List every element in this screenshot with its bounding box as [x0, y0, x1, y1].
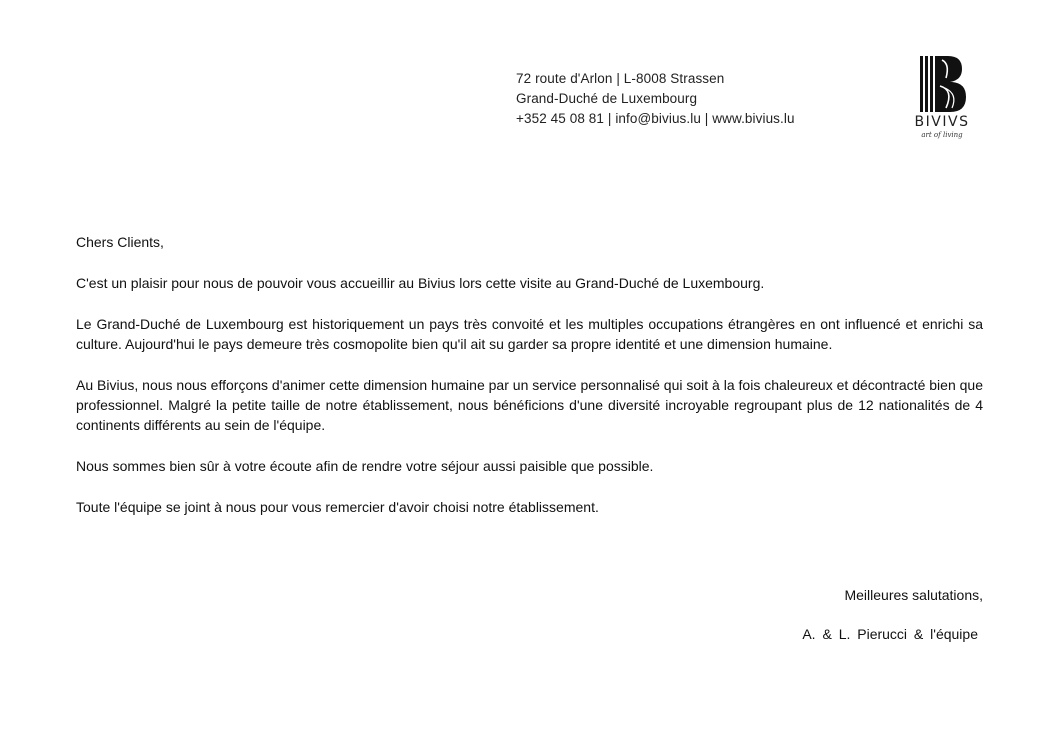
letter-signature: A. & L. Pierucci & l'équipe — [802, 626, 978, 642]
letter-paragraph: C'est un plaisir pour nous de pouvoir vous accueillir au Bivius lors cette visite au Grand-Duché de Luxembourg. — [76, 275, 765, 291]
address-line-country: Grand-Duché de Luxembourg — [516, 91, 698, 106]
letter-paragraph: Le Grand-Duché de Luxembourg est historiquement un pays très convoité et les multiples occupations étrangères en ont influencé et enrichi sa culture. Aujourd'hui le pays demeure très cosmopolite bien qu'il ait su garder sa propre identité et une dimension humaine. — [76, 316, 983, 352]
contact-line: +352 45 08 81 | info@bivius.lu | www.bivius.lu — [516, 111, 795, 126]
letter-closing: Meilleures salutations, — [844, 587, 983, 603]
letter-greeting: Chers Clients, — [76, 234, 164, 250]
letter-paragraph: Nous sommes bien sûr à votre écoute afin de rendre votre séjour aussi paisible que possible. — [76, 458, 654, 474]
header-address — [516, 69, 795, 129]
address-line-street: 72 route d'Arlon | L-8008 Strassen — [516, 71, 725, 86]
logo-wordmark: BIVIVS — [914, 114, 970, 130]
logo-tagline: art of living — [921, 131, 963, 139]
letter-paragraph: Au Bivius, nous nous efforçons d'animer cette dimension humaine par un service personnalisé qui soit à la fois chaleureux et décontracté bien que professionnel. Malgré la petite taille de notre établissement, nous bénéficions d'une diversité incroyable regroupant plus de 12 nationalités de 4 continents différents au sein de l'équipe. — [76, 377, 983, 433]
letter-body — [76, 232, 983, 538]
letter-paragraph: Toute l'équipe se joint à nous pour vous remercier d'avoir choisi notre établissement. — [76, 499, 599, 515]
